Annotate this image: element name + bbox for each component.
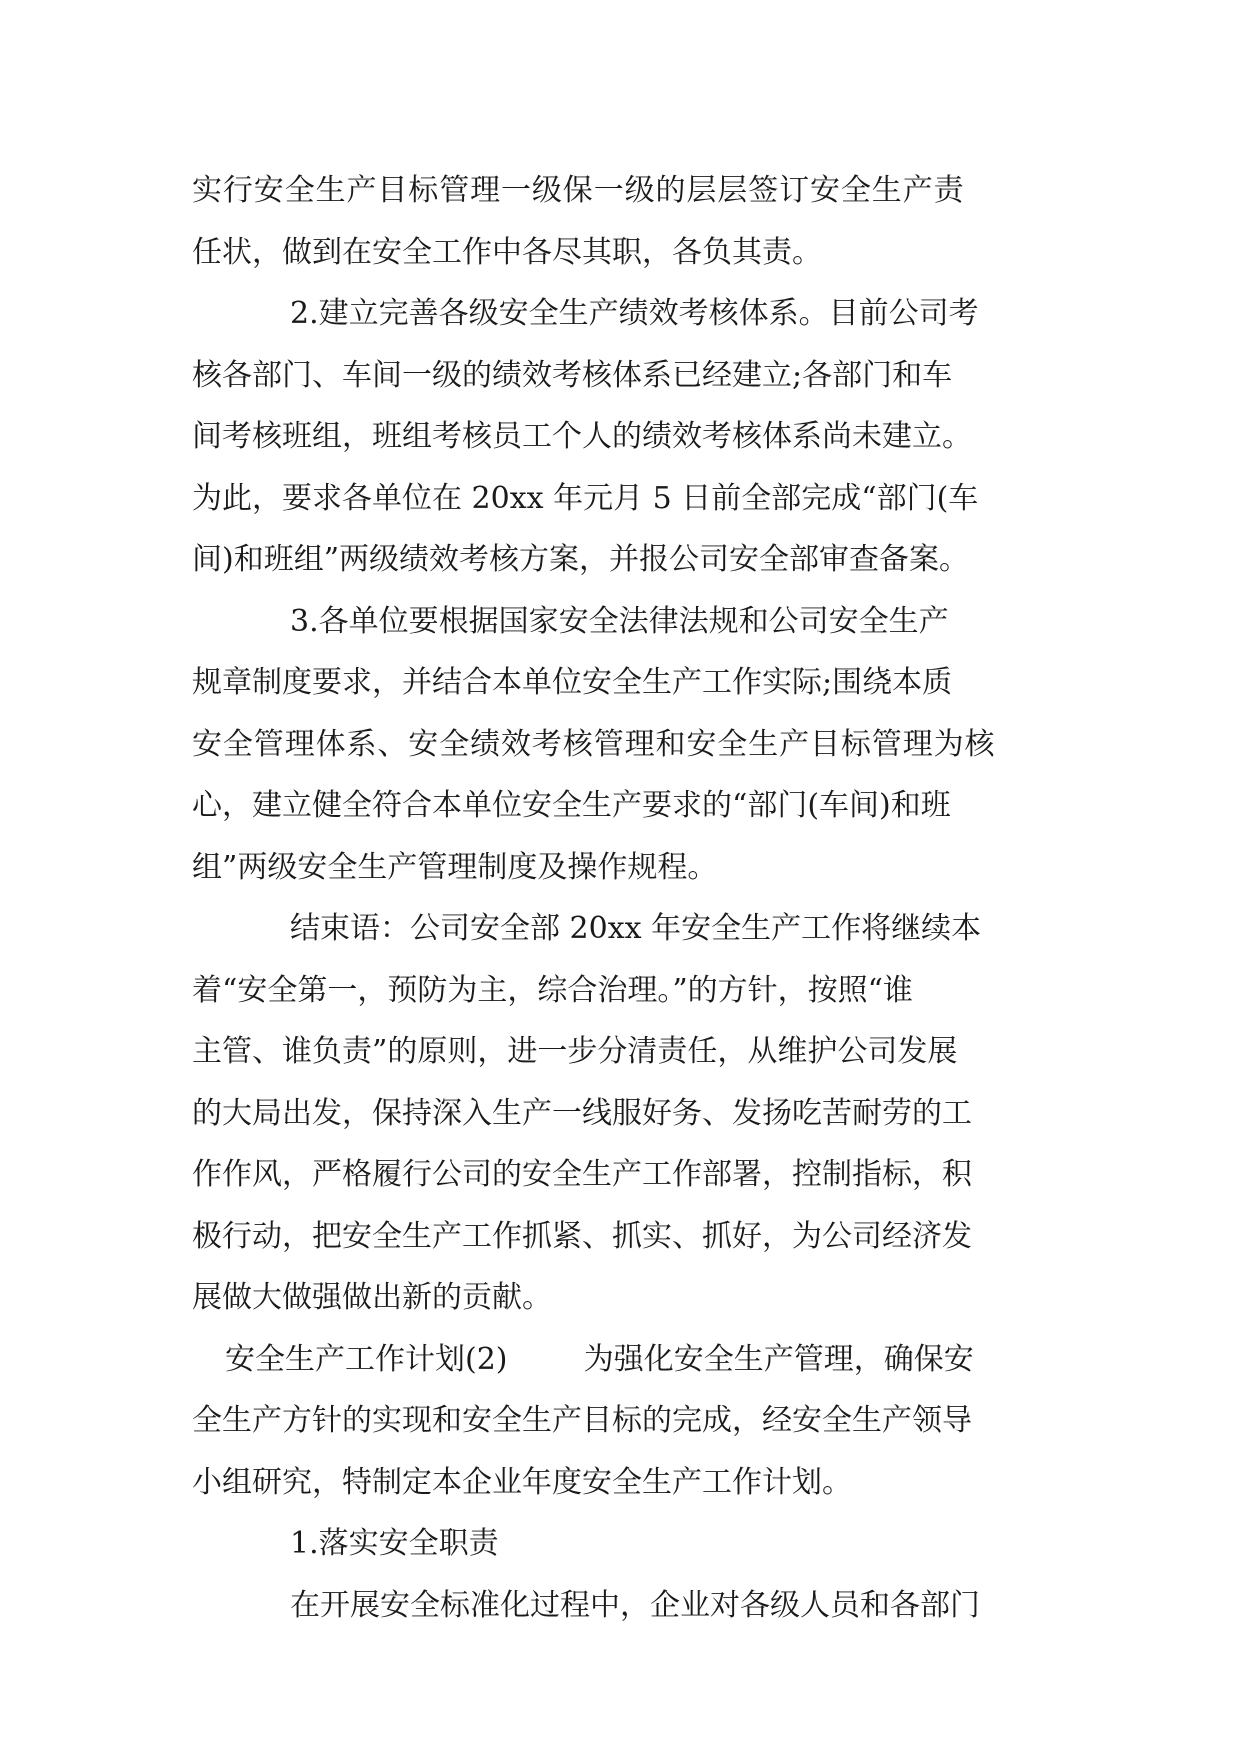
text-line: 间)和班组”两级绩效考核方案，并报公司安全部审查备案。: [192, 542, 970, 577]
text-line: 3.各单位要根据国家安全法律法规和公司安全生产: [290, 603, 949, 639]
text-line: 极行动，把安全生产工作抓紧、抓实、抓好，为公司经济发: [192, 1218, 972, 1254]
text-line: 主管、谁负责”的原则，进一步分清责任，从维护公司发展: [192, 1034, 958, 1069]
text-line: 小组研究，特制定本企业年度安全生产工作计划。: [192, 1464, 852, 1500]
text-line: 规章制度要求，并结合本单位安全生产工作实际;围绕本质: [192, 665, 953, 700]
text-line: 着“安全第一，预防为主，综合治理。”的方针，按照“谁: [192, 972, 914, 1008]
text-line: 结束语：公司安全部 20xx 年安全生产工作将继续本: [290, 911, 982, 946]
text-line: 组”两级安全生产管理制度及操作规程。: [192, 849, 718, 885]
text-line: 安全管理体系、安全绩效考核管理和安全生产目标管理为核: [192, 726, 996, 762]
text-line: 心，建立健全符合本单位安全生产要求的“部门(车间)和班: [192, 788, 951, 823]
text-line: 任状，做到在安全工作中各尽其职，各负其责。: [192, 234, 822, 270]
section-heading-line: 安全生产工作计划(2) 为强化安全生产管理，确保安: [225, 1341, 974, 1377]
text-line: 核各部门、车间一级的绩效考核体系已经建立;各部门和车: [192, 357, 953, 393]
text-line: 为此，要求各单位在 20xx 年元月 5 日前全部完成“部门(车: [192, 480, 979, 516]
text-line: 实行安全生产目标管理一级保一级的层层签订安全生产责: [192, 173, 965, 208]
text-line: 2.建立完善各级安全生产绩效考核体系。目前公司考: [290, 296, 979, 331]
text-line: 间考核班组，班组考核员工个人的绩效考核体系尚未建立。: [192, 419, 972, 454]
text-line: 在开展安全标准化过程中，企业对各级人员和各部门: [290, 1587, 980, 1623]
subheading-line: 1.落实安全职责: [290, 1526, 499, 1561]
text-line: 作作风，严格履行公司的安全生产工作部署，控制指标，积: [192, 1157, 972, 1192]
text-line: 的大局出发，保持深入生产一线服好务、发扬吃苦耐劳的工: [192, 1095, 972, 1131]
text-line: 展做大做强做出新的贡献。: [192, 1280, 552, 1315]
text-line: 全生产方针的实现和安全生产目标的完成，经安全生产领导: [192, 1403, 972, 1438]
document-body: [192, 160, 1072, 1636]
